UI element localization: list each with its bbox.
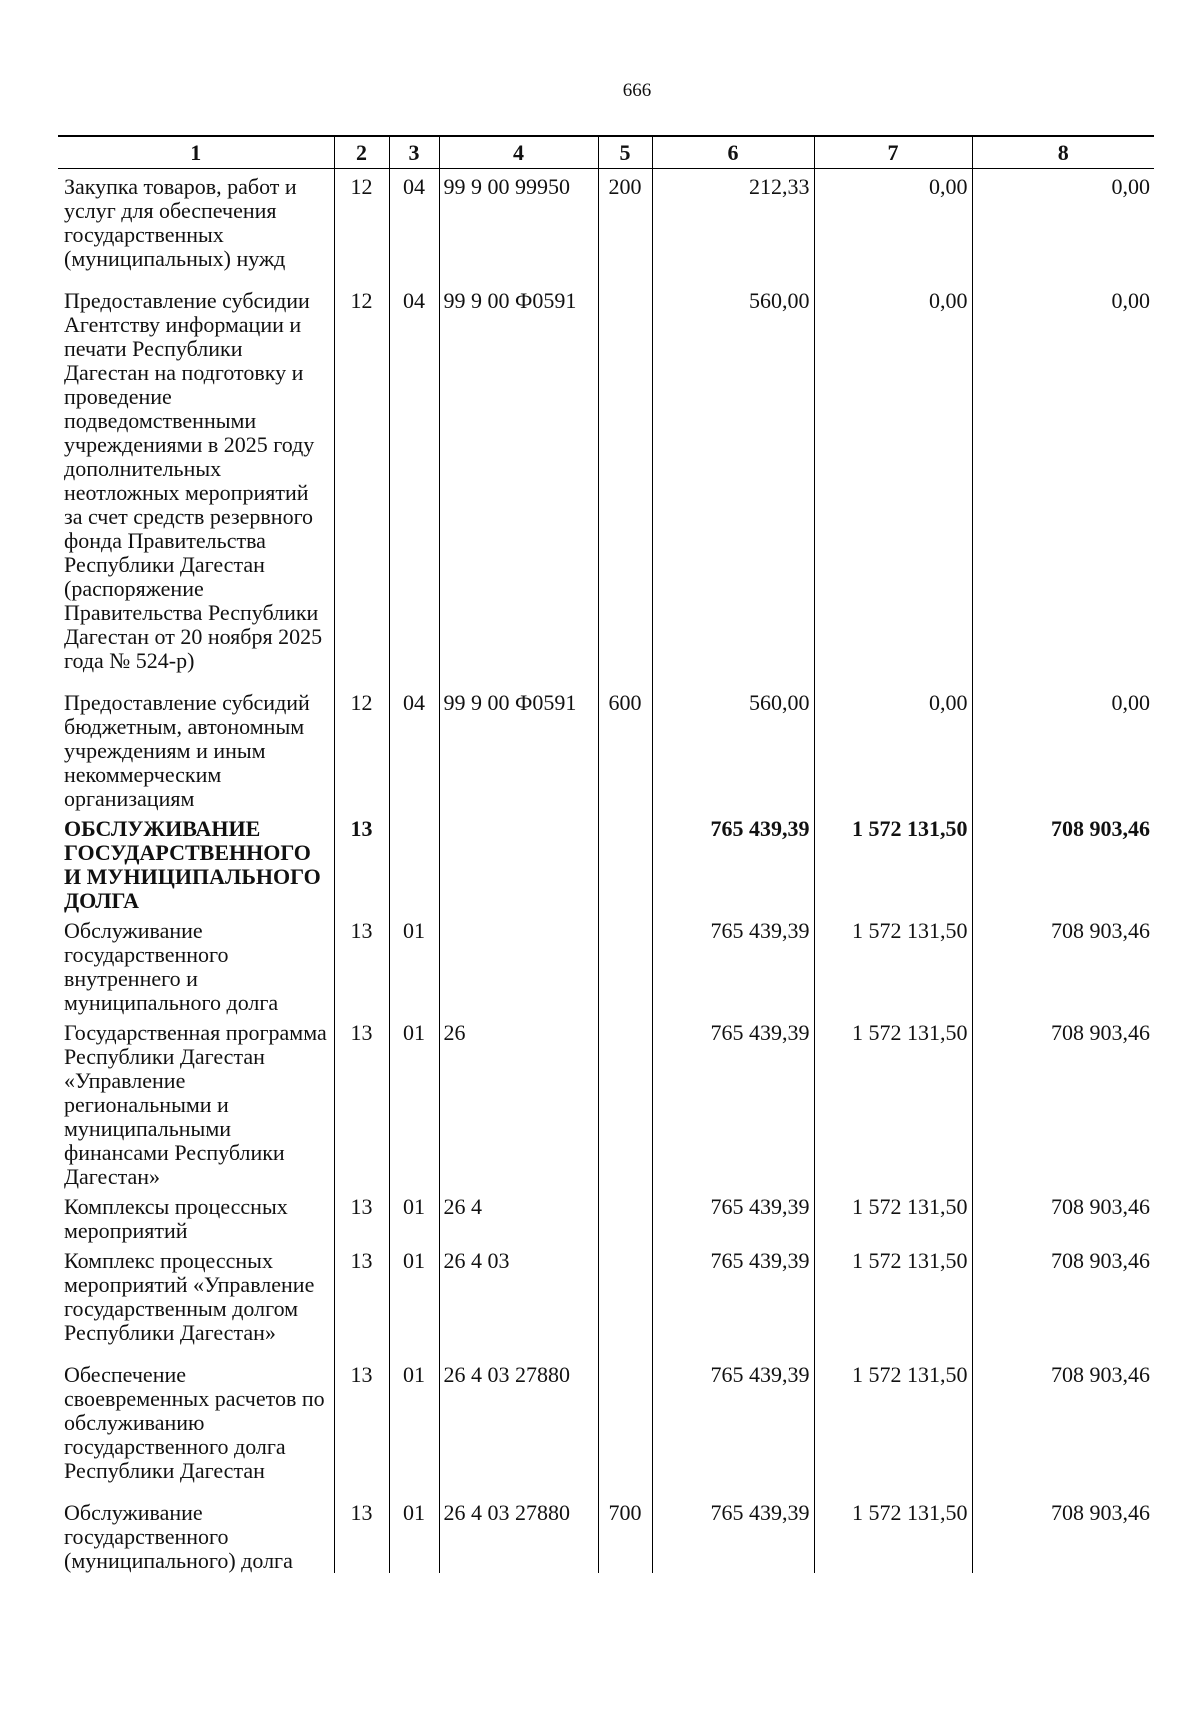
row-name: Обслуживание государственного внутреннего и муниципального долга — [64, 918, 279, 1015]
row-section: 13 — [334, 1189, 389, 1243]
row-value-8: 708 903,46 — [972, 913, 1154, 1015]
row-expense-type — [598, 811, 652, 913]
table-row — [58, 1495, 1154, 1573]
table-row — [58, 913, 1154, 1015]
row-value-6: 765 439,39 — [652, 1015, 814, 1189]
table-row — [58, 1357, 1154, 1483]
row-value-8: 708 903,46 — [972, 1243, 1154, 1345]
row-value-8: 0,00 — [972, 169, 1154, 272]
row-target-article: 26 — [439, 1015, 598, 1189]
row-expense-type — [598, 1015, 652, 1189]
row-name: Предоставление субсидий бюджетным, автономным учреждениям и иным некоммерческим организациям — [64, 690, 310, 811]
row-name: Обслуживание государственного (муниципального) долга — [64, 1500, 293, 1573]
row-subsection: 01 — [389, 1495, 439, 1573]
row-target-article: 99 9 00 Ф0591 — [439, 685, 598, 811]
row-section: 13 — [334, 1243, 389, 1345]
row-target-article: 99 9 00 Ф0591 — [439, 283, 598, 673]
table-row — [58, 685, 1154, 811]
row-value-7: 1 572 131,50 — [814, 1015, 972, 1189]
row-subsection: 04 — [389, 169, 439, 272]
column-header: 2 — [334, 137, 389, 169]
row-section: 12 — [334, 283, 389, 673]
row-value-7: 1 572 131,50 — [814, 1495, 972, 1573]
row-name: Государственная программа Республики Дагестан «Управление региональными и муниципальными финансами Республики Дагестан» — [64, 1020, 327, 1189]
row-target-article — [439, 913, 598, 1015]
row-subsection: 01 — [389, 1243, 439, 1345]
row-section: 13 — [334, 1357, 389, 1483]
column-header: 3 — [389, 137, 439, 169]
row-value-6: 212,33 — [652, 169, 814, 272]
row-name: Комплекс процессных мероприятий «Управление государственным долгом Республики Дагестан» — [64, 1248, 315, 1345]
row-value-8: 708 903,46 — [972, 1357, 1154, 1483]
row-subsection: 01 — [389, 1357, 439, 1483]
row-target-article: 26 4 03 — [439, 1243, 598, 1345]
row-value-8: 708 903,46 — [972, 811, 1154, 913]
row-value-6: 765 439,39 — [652, 1189, 814, 1243]
row-value-6: 765 439,39 — [652, 1495, 814, 1573]
row-expense-type: 600 — [598, 685, 652, 811]
row-name: ОБСЛУЖИВАНИЕ ГОСУДАРСТВЕННОГО И МУНИЦИПАЛЬНОГО ДОЛГА — [64, 816, 321, 913]
row-expense-type — [598, 1243, 652, 1345]
row-value-7: 1 572 131,50 — [814, 811, 972, 913]
row-target-article: 26 4 — [439, 1189, 598, 1243]
column-header: 4 — [439, 137, 598, 169]
row-subsection: 01 — [389, 1189, 439, 1243]
column-header: 6 — [652, 137, 814, 169]
row-expense-type — [598, 913, 652, 1015]
row-value-6: 765 439,39 — [652, 913, 814, 1015]
row-value-7: 1 572 131,50 — [814, 1357, 972, 1483]
row-name: Закупка товаров, работ и услуг для обеспечения государственных (муниципальных) нужд — [64, 174, 297, 271]
row-value-6: 765 439,39 — [652, 811, 814, 913]
table-header-row — [58, 137, 1154, 169]
table-row — [58, 1189, 1154, 1243]
column-header: 7 — [814, 137, 972, 169]
row-target-article: 26 4 03 27880 — [439, 1357, 598, 1483]
row-value-8: 708 903,46 — [972, 1495, 1154, 1573]
row-subsection: 04 — [389, 685, 439, 811]
row-value-8: 0,00 — [972, 283, 1154, 673]
budget-table — [58, 137, 1154, 1573]
row-subsection: 04 — [389, 283, 439, 673]
row-name: Обеспечение своевременных расчетов по обслуживанию государственного долга Республики Дагестан — [64, 1362, 325, 1483]
row-value-8: 0,00 — [972, 685, 1154, 811]
row-expense-type: 700 — [598, 1495, 652, 1573]
row-section: 13 — [334, 811, 389, 913]
row-value-7: 0,00 — [814, 169, 972, 272]
table-row — [58, 1243, 1154, 1345]
row-section: 13 — [334, 1495, 389, 1573]
row-value-6: 560,00 — [652, 283, 814, 673]
row-section: 13 — [334, 1015, 389, 1189]
row-value-7: 1 572 131,50 — [814, 913, 972, 1015]
table-row-section-heading — [58, 811, 1154, 913]
row-target-article: 26 4 03 27880 — [439, 1495, 598, 1573]
row-value-7: 1 572 131,50 — [814, 1243, 972, 1345]
row-value-6: 765 439,39 — [652, 1243, 814, 1345]
column-header: 5 — [598, 137, 652, 169]
table-row — [58, 169, 1154, 272]
table-row — [58, 283, 1154, 673]
row-name: Комплексы процессных мероприятий — [64, 1194, 288, 1243]
row-value-8: 708 903,46 — [972, 1189, 1154, 1243]
row-value-6: 765 439,39 — [652, 1357, 814, 1483]
row-target-article: 99 9 00 99950 — [439, 169, 598, 272]
row-expense-type — [598, 283, 652, 673]
page-number: 666 — [622, 80, 652, 101]
row-value-7: 0,00 — [814, 283, 972, 673]
row-name: Предоставление субсидии Агентству информации и печати Республики Дагестан на подготовку и проведение подведомственными учреждениями в 2025 году дополнительных неотложных мероприятий за счет средств резервного фонда Правительства Республики Дагестан (распоряжение Правительства Республики Дагестан от 20 ноября 2025 года № 524-р) — [64, 288, 323, 673]
row-value-7: 1 572 131,50 — [814, 1189, 972, 1243]
column-header: 8 — [972, 137, 1154, 169]
row-expense-type — [598, 1357, 652, 1483]
row-value-8: 708 903,46 — [972, 1015, 1154, 1189]
row-subsection: 01 — [389, 1015, 439, 1189]
row-value-7: 0,00 — [814, 685, 972, 811]
row-subsection — [389, 811, 439, 913]
row-subsection: 01 — [389, 913, 439, 1015]
row-section: 12 — [334, 169, 389, 272]
row-section: 12 — [334, 685, 389, 811]
column-header: 1 — [58, 137, 334, 169]
row-expense-type: 200 — [598, 169, 652, 272]
row-expense-type — [598, 1189, 652, 1243]
table-row — [58, 1015, 1154, 1189]
row-section: 13 — [334, 913, 389, 1015]
row-value-6: 560,00 — [652, 685, 814, 811]
row-target-article — [439, 811, 598, 913]
